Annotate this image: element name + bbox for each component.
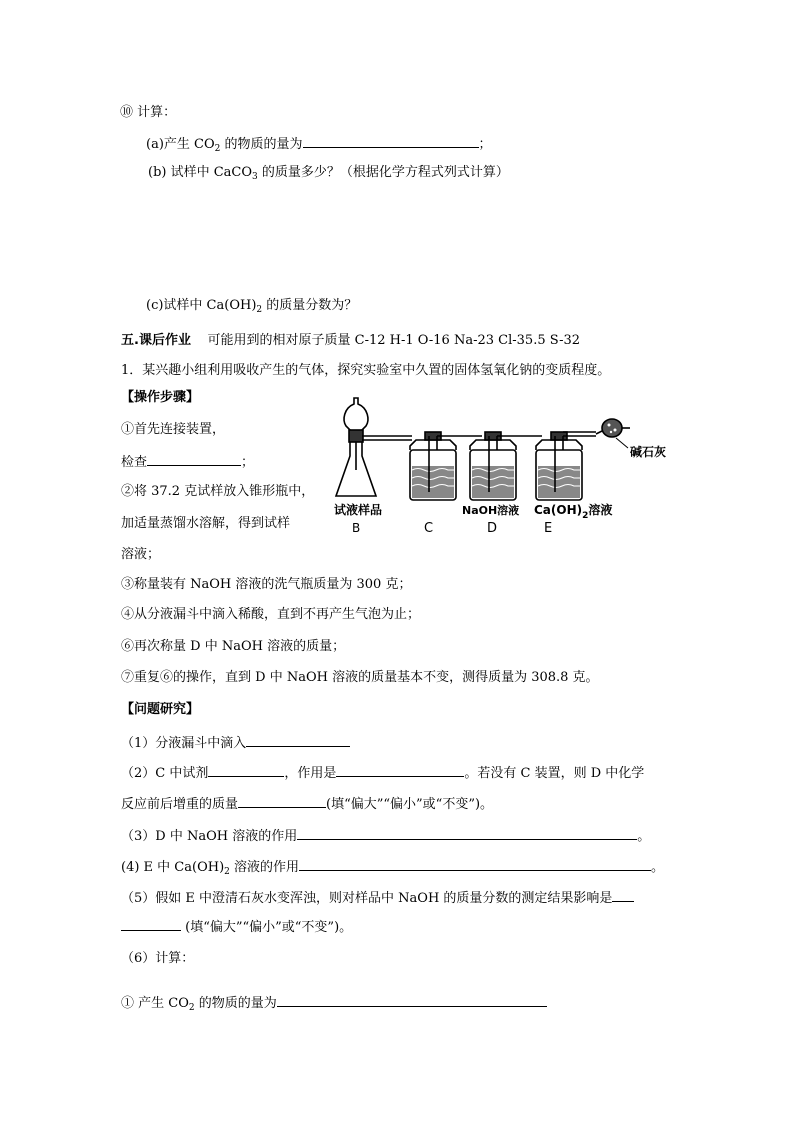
q10-a: (a)产生 $CO_2$ 的物质的量为 ； <box>146 133 492 155</box>
bottle-d-icon <box>470 432 542 500</box>
research-q2-blank-effect[interactable] <box>238 793 326 808</box>
research-q1-blank[interactable] <box>246 732 350 747</box>
soda-lime-label: 碱石灰 <box>630 445 667 459</box>
research-header: 【问题研究】 <box>121 702 200 717</box>
research-q2-blank-reagent[interactable] <box>208 762 284 777</box>
step-2a: ②将 37.2 克试样放入锥形瓶中， <box>121 484 315 499</box>
step-1b: 检查 ； <box>121 451 254 473</box>
research-q2-blank-purpose[interactable] <box>336 762 464 777</box>
bottle-e-name: $Ca(OH)_2$溶液 <box>534 503 613 521</box>
step-7: ⑦重复⑥的操作，直到 D 中 NaOH 溶液的质量基本不变，测得质量为 308.8 克。 <box>121 670 599 685</box>
q10-a-blank[interactable] <box>303 133 479 148</box>
step-1-blank[interactable] <box>147 451 241 466</box>
homework-heading: 五.课后作业 可能用到的相对原子质量 C-12 H-1 O-16 Na-23 Cl-35.5 S-32 <box>121 333 581 348</box>
step-6: ⑥再次称量 D 中 NaOH 溶液的质量； <box>121 639 346 654</box>
research-q4: (4) E 中 $Ca(OH)_2$ 溶液的作用 。 <box>121 856 664 878</box>
apparatus-diagram <box>330 390 720 540</box>
bottle-d-label: D <box>487 521 498 536</box>
research-q6: （6）计算： <box>121 951 195 966</box>
q1-intro: 1．某兴趣小组利用吸收产生的气体，探究实验室中久置的固体氢氧化钠的变质程度。 <box>121 363 611 378</box>
research-q5: （5）假如 E 中澄清石灰水变浑浊，则对样品中 NaOH 的质量分数的测定结果影响是 <box>121 887 634 909</box>
flask-b-icon <box>336 430 412 496</box>
research-q5-blank-a[interactable] <box>612 887 634 902</box>
calc-1: ① 产生 $CO_2$ 的物质的量为 <box>121 992 547 1014</box>
step-2c: 溶液； <box>121 547 161 562</box>
research-q5-cont: (填“偏大”“偏小”或“不变”)。 <box>121 916 352 938</box>
calc-1-blank[interactable] <box>277 992 547 1007</box>
bottle-e-icon <box>536 432 596 500</box>
step-1a: ①首先连接装置， <box>121 422 226 437</box>
flask-b-label: B <box>352 521 361 535</box>
research-q3-blank[interactable] <box>297 825 637 840</box>
research-q5-blank-b[interactable] <box>121 916 181 931</box>
step-2b: 加适量蒸馏水溶解，得到试样 <box>121 516 291 531</box>
research-q2: （2）C 中试剂 ，作用是 。若没有 C 装置，则 D 中化学 <box>121 762 644 784</box>
flask-b-name: 试液样品 <box>334 503 383 517</box>
research-q3: （3）D 中 NaOH 溶液的作用 。 <box>121 825 650 847</box>
research-q1: （1）分液漏斗中滴入 <box>121 732 350 754</box>
research-q2-cont: 反应前后增重的质量 (填“偏大”“偏小”或“不变”)。 <box>121 793 493 815</box>
step-3: ③称量装有 NaOH 溶液的洗气瓶质量为 300 克； <box>121 577 412 592</box>
bottle-d-name: NaOH溶液 <box>462 504 520 517</box>
soda-lime-tube-icon <box>596 419 630 448</box>
bottle-e-label: E <box>544 521 553 536</box>
bottle-c-label: C <box>424 521 434 536</box>
q10-heading: ⑩ 计算： <box>120 105 177 120</box>
research-q4-blank[interactable] <box>299 856 651 871</box>
step-4: ④从分液漏斗中滴入稀酸，直到不再产生气泡为止； <box>121 607 421 622</box>
q10-b: (b) 试样中 CaCO$_3$ 的质量多少？（根据化学方程式列式计算） <box>148 165 509 182</box>
steps-header: 【操作步骤】 <box>121 390 200 405</box>
q10-c: (c)试样中 $Ca(OH)_2$ 的质量分数为？ <box>146 298 358 315</box>
bottle-c-icon <box>410 432 482 500</box>
